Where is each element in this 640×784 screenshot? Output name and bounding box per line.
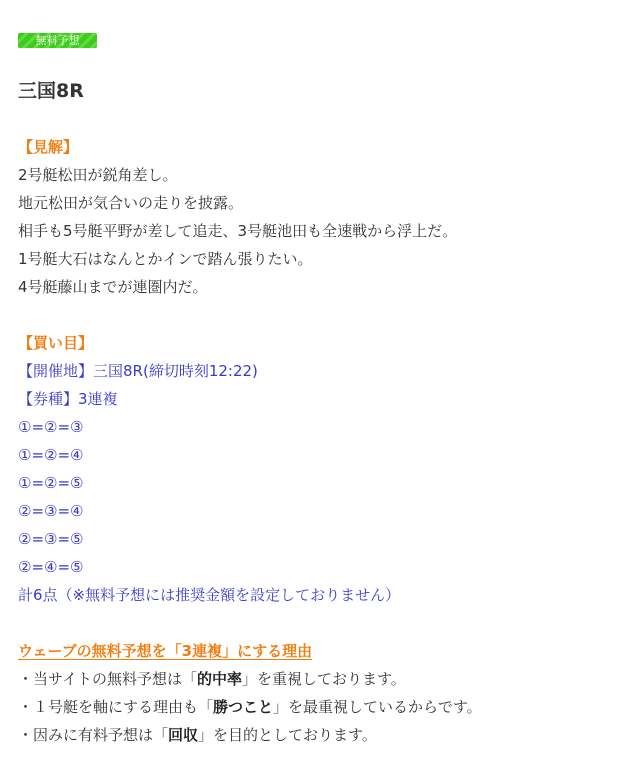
page-title: 三国8R bbox=[18, 80, 84, 102]
reason-item-emphasis: 回収 bbox=[168, 726, 199, 744]
bet-combination: ①=②=④ bbox=[18, 446, 84, 464]
reason-item-suffix: 」を重視しております。 bbox=[241, 670, 406, 688]
opinion-line: 地元松田が気合いの走りを披露。 bbox=[18, 194, 244, 212]
reason-item-emphasis: 勝つこと bbox=[213, 698, 274, 716]
reason-item-emphasis: 的中率 bbox=[196, 670, 242, 688]
bet-combination: ②=③=⑤ bbox=[18, 530, 84, 548]
reason-heading-text: ウェーブの無料予想を「3連複」にする理由 bbox=[18, 642, 313, 660]
reason-item-prefix: ・当サイトの無料予想は「 bbox=[18, 670, 197, 688]
free-prediction-badge: 無料予想 bbox=[18, 33, 97, 48]
reason-item bbox=[18, 669, 406, 689]
opinion-line: 相手も5号艇平野が差して追走、3号艇池田も全速戦から浮上だ。 bbox=[18, 222, 458, 240]
reason-item-prefix: ・１号艇を軸にする理由も「 bbox=[18, 698, 214, 716]
bets-venue: 【開催地】三国8R(締切時刻12:22) bbox=[18, 362, 258, 380]
bet-combination: ①=②=⑤ bbox=[18, 474, 84, 492]
bets-total: 計6点（※無料予想には推奨金額を設定しておりません） bbox=[18, 586, 401, 604]
opinion-line: 2号艇松田が鋭角差し。 bbox=[18, 166, 178, 184]
reason-item-suffix: 」を目的としております。 bbox=[198, 726, 377, 744]
bet-combination: ①=②=③ bbox=[18, 418, 84, 436]
reason-heading bbox=[18, 641, 312, 661]
opinion-line: 1号艇大石はなんとかインで踏ん張りたい。 bbox=[18, 250, 313, 268]
bets-heading: 【買い目】 bbox=[18, 334, 94, 352]
reason-item-prefix: ・因みに有料予想は「 bbox=[18, 726, 169, 744]
opinion-heading: 【見解】 bbox=[18, 138, 79, 156]
reason-item-suffix: 」を最重視しているからです。 bbox=[273, 698, 482, 716]
opinion-line: 4号艇藤山までが連圏内だ。 bbox=[18, 278, 208, 296]
bet-combination: ②=④=⑤ bbox=[18, 558, 84, 576]
bets-type: 【券種】3連複 bbox=[18, 390, 118, 408]
bet-combination: ②=③=④ bbox=[18, 502, 84, 520]
reason-item bbox=[18, 725, 377, 745]
reason-item bbox=[18, 697, 482, 717]
